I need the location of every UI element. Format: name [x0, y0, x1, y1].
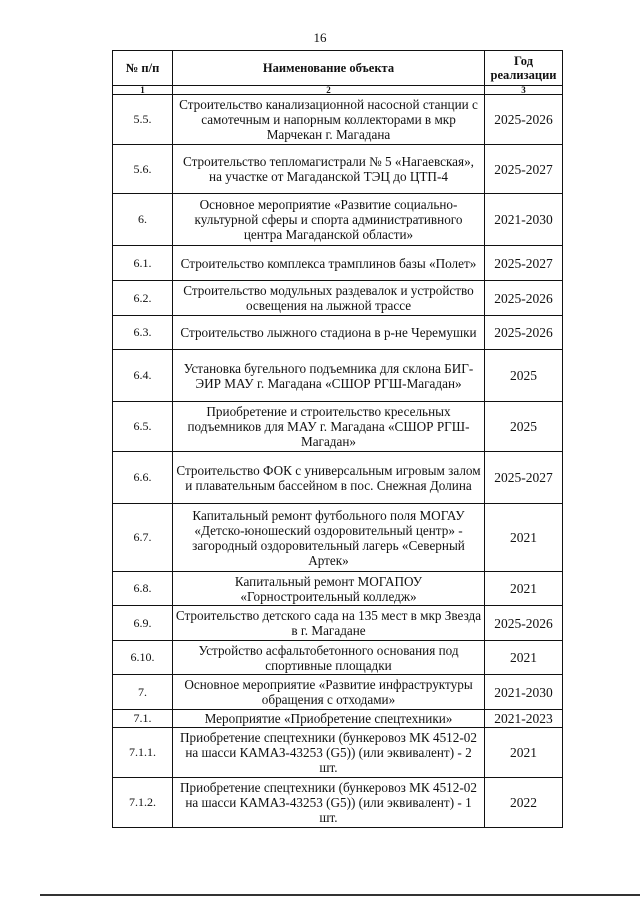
table-row — [113, 246, 563, 281]
header-name: Наименование объекта — [173, 51, 485, 86]
table-row — [113, 778, 563, 828]
row-year: 2021 — [485, 504, 563, 572]
row-number: 7.1.2. — [113, 778, 173, 828]
table-row — [113, 675, 563, 710]
row-year: 2021-2030 — [485, 194, 563, 246]
row-name: Строительство тепломагистрали № 5 «Нагаевская», на участке от Магаданской ТЭЦ до ЦТП-4 — [173, 145, 485, 194]
table-row — [113, 402, 563, 452]
table-row — [113, 194, 563, 246]
table-row — [113, 710, 563, 728]
table-row — [113, 145, 563, 194]
row-number: 6.1. — [113, 246, 173, 281]
table-row — [113, 504, 563, 572]
row-number: 5.6. — [113, 145, 173, 194]
row-name: Приобретение спецтехники (бункеровоз МК 4512-02 на шасси КАМАЗ-43253 (G5)) (или эквивалент) - 2 шт. — [173, 728, 485, 778]
row-number: 6.8. — [113, 572, 173, 606]
column-numbers-row — [113, 86, 563, 95]
table-row — [113, 316, 563, 350]
column-number: 2 — [173, 86, 485, 95]
row-year: 2022 — [485, 778, 563, 828]
header-number: № п/п — [113, 51, 173, 86]
table-row — [113, 350, 563, 402]
row-number: 7.1. — [113, 710, 173, 728]
row-number: 7. — [113, 675, 173, 710]
row-number: 6.10. — [113, 641, 173, 675]
row-year: 2025-2027 — [485, 246, 563, 281]
row-number: 6.2. — [113, 281, 173, 316]
row-year: 2021-2023 — [485, 710, 563, 728]
row-year: 2025-2026 — [485, 316, 563, 350]
row-name: Установка бугельного подъемника для склона БИГ-ЭИР МАУ г. Магадана «СШОР РГШ-Магадан» — [173, 350, 485, 402]
row-year: 2025-2026 — [485, 95, 563, 145]
row-name: Капитальный ремонт футбольного поля МОГАУ «Детско-юношеский оздоровительный центр» - загородный оздоровительный лагерь «Северный Артек» — [173, 504, 485, 572]
row-name: Строительство модульных раздевалок и устройство освещения на лыжной трассе — [173, 281, 485, 316]
row-name: Строительство лыжного стадиона в р-не Черемушки — [173, 316, 485, 350]
row-year: 2021 — [485, 728, 563, 778]
row-number: 6.5. — [113, 402, 173, 452]
row-name: Строительство ФОК с универсальным игровым залом и плавательным бассейном в пос. Снежная Долина — [173, 452, 485, 504]
row-number: 6.4. — [113, 350, 173, 402]
row-name: Устройство асфальтобетонного основания под спортивные площадки — [173, 641, 485, 675]
column-number: 3 — [485, 86, 563, 95]
row-number: 6.6. — [113, 452, 173, 504]
table-row — [113, 606, 563, 641]
objects-table — [112, 50, 563, 828]
row-year: 2025-2027 — [485, 452, 563, 504]
row-name: Строительство канализационной насосной станции с самотечным и напорным коллекторами в мкр Марчекан г. Магадана — [173, 95, 485, 145]
row-year: 2025-2027 — [485, 145, 563, 194]
table-row — [113, 641, 563, 675]
column-number: 1 — [113, 86, 173, 95]
row-number: 6. — [113, 194, 173, 246]
row-name: Основное мероприятие «Развитие инфраструктуры обращения с отходами» — [173, 675, 485, 710]
row-year: 2025 — [485, 402, 563, 452]
row-number: 6.3. — [113, 316, 173, 350]
row-year: 2025-2026 — [485, 281, 563, 316]
page-number: 16 — [313, 30, 327, 45]
row-year: 2021 — [485, 641, 563, 675]
row-name: Строительство комплекса трамплинов базы «Полет» — [173, 246, 485, 281]
row-number: 6.7. — [113, 504, 173, 572]
row-name: Приобретение и строительство кресельных подъемников для МАУ г. Магадана «СШОР РГШ-Магадан» — [173, 402, 485, 452]
header-year: Год реализации — [485, 51, 563, 86]
table-row — [113, 281, 563, 316]
row-name: Мероприятие «Приобретение спецтехники» — [173, 710, 485, 728]
table-header-row — [113, 51, 563, 86]
row-name: Капитальный ремонт МОГАПОУ «Горностроительный колледж» — [173, 572, 485, 606]
table-row — [113, 95, 563, 145]
row-year: 2021-2030 — [485, 675, 563, 710]
row-year: 2025 — [485, 350, 563, 402]
table-row — [113, 728, 563, 778]
row-year: 2021 — [485, 572, 563, 606]
row-number: 5.5. — [113, 95, 173, 145]
page-bottom-border — [40, 894, 640, 896]
row-name: Основное мероприятие «Развитие социально-культурной сферы и спорта административного центра Магаданской области» — [173, 194, 485, 246]
row-year: 2025-2026 — [485, 606, 563, 641]
table-row — [113, 572, 563, 606]
row-number: 7.1.1. — [113, 728, 173, 778]
table-row — [113, 452, 563, 504]
row-name: Приобретение спецтехники (бункеровоз МК 4512-02 на шасси КАМАЗ-43253 (G5)) (или эквивалент) - 1 шт. — [173, 778, 485, 828]
row-name: Строительство детского сада на 135 мест в мкр Звезда в г. Магадане — [173, 606, 485, 641]
row-number: 6.9. — [113, 606, 173, 641]
